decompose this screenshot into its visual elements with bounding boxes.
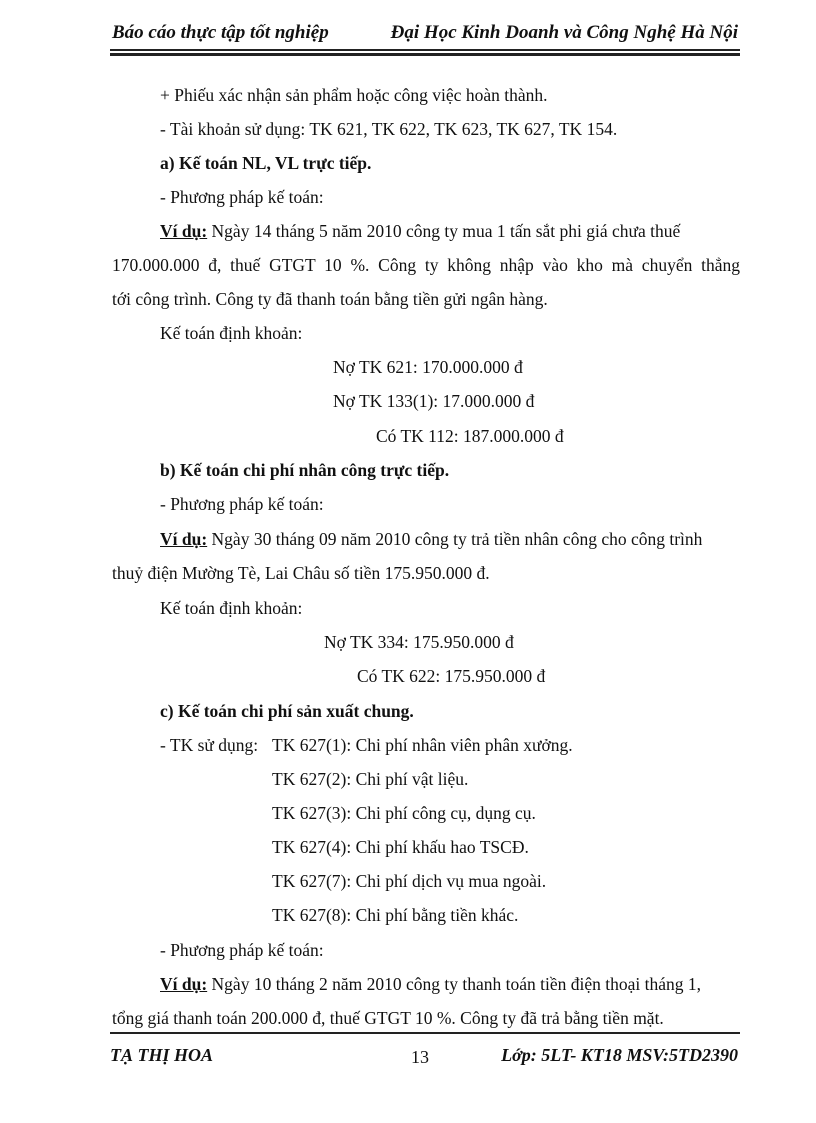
tk-code: TK 627(2): bbox=[272, 769, 352, 789]
method-label-a: - Phương pháp kế toán: bbox=[160, 187, 324, 207]
line-confirmation-slip: + Phiếu xác nhận sản phẩm hoặc công việc hoàn thành. bbox=[160, 85, 548, 105]
example-1-line-2: 170.000.000 đ, thuế GTGT 10 %. Công ty không nhập vào kho mà chuyển thẳng bbox=[112, 255, 740, 275]
tk-desc: Chi phí nhân viên phân xưởng. bbox=[355, 735, 573, 755]
header-university: Đại Học Kinh Doanh và Công Nghệ Hà Nội bbox=[390, 22, 738, 43]
example-2-first-line bbox=[160, 527, 702, 551]
example-3-text: Ngày 10 tháng 2 năm 2010 công ty thanh toán tiền điện thoại tháng 1, bbox=[211, 974, 701, 994]
tk-code: TK 627(3): bbox=[272, 803, 352, 823]
header-report-title: Báo cáo thực tập tốt nghiệp bbox=[112, 22, 329, 43]
tk-code: TK 627(1): bbox=[272, 735, 352, 755]
example-1-text: Ngày 14 tháng 5 năm 2010 công ty mua 1 tấn sắt phi giá chưa thuế bbox=[211, 221, 681, 241]
entry-2-debit-334: Nợ TK 334: 175.950.000 đ bbox=[324, 632, 514, 652]
entry-1-debit-621: Nợ TK 621: 170.000.000 đ bbox=[333, 357, 523, 377]
tk-row bbox=[272, 835, 529, 859]
tk-desc: Chi phí bằng tiền khác. bbox=[355, 905, 519, 925]
tk-desc: Chi phí công cụ, dụng cụ. bbox=[355, 803, 536, 823]
example-2-text: Ngày 30 tháng 09 năm 2010 công ty trả tiền nhân công cho công trình bbox=[211, 529, 703, 549]
tk-row bbox=[272, 801, 536, 825]
footer-author: TẠ THỊ HOA bbox=[110, 1045, 214, 1065]
tk-code: TK 627(7): bbox=[272, 871, 352, 891]
example-3-first-line bbox=[160, 972, 701, 996]
method-label-c: - Phương pháp kế toán: bbox=[160, 940, 324, 960]
method-label-b: - Phương pháp kế toán: bbox=[160, 494, 324, 514]
header-rule-thin bbox=[110, 49, 740, 51]
line-accounts-used: - Tài khoản sử dụng: TK 621, TK 622, TK 623, TK 627, TK 154. bbox=[160, 119, 618, 139]
entry-2-credit-622: Có TK 622: 175.950.000 đ bbox=[357, 666, 546, 686]
tk-desc: Chi phí vật liệu. bbox=[355, 769, 469, 789]
tk-desc: Chi phí khấu hao TSCĐ. bbox=[355, 837, 529, 857]
example-label: Ví dụ: bbox=[160, 221, 208, 241]
heading-a: a) Kế toán NL, VL trực tiếp. bbox=[160, 153, 372, 173]
entry-label-2: Kế toán định khoản: bbox=[160, 598, 303, 618]
footer-rule bbox=[110, 1032, 740, 1034]
tk-row bbox=[272, 869, 546, 893]
tk-desc: Chi phí dịch vụ mua ngoài. bbox=[355, 871, 547, 891]
example-1-first-line bbox=[160, 219, 680, 243]
heading-c: c) Kế toán chi phí sản xuất chung. bbox=[160, 701, 414, 721]
example-2-line-2: thuỷ điện Mường Tè, Lai Châu số tiền 175.950.000 đ. bbox=[112, 563, 490, 583]
example-label: Ví dụ: bbox=[160, 974, 208, 994]
tk-code: TK 627(4): bbox=[272, 837, 352, 857]
example-label: Ví dụ: bbox=[160, 529, 208, 549]
tk-code: TK 627(8): bbox=[272, 905, 352, 925]
footer-class-info: Lớp: 5LT- KT18 MSV:5TD2390 bbox=[501, 1045, 738, 1065]
tk-row bbox=[272, 767, 468, 791]
example-3-line-2: tổng giá thanh toán 200.000 đ, thuế GTGT 10 %. Công ty đã trả bằng tiền mặt. bbox=[112, 1008, 664, 1028]
entry-label-1: Kế toán định khoản: bbox=[160, 323, 303, 343]
entry-1-credit-112: Có TK 112: 187.000.000 đ bbox=[376, 426, 564, 446]
tk-used-label: - TK sử dụng: bbox=[160, 735, 259, 755]
heading-b: b) Kế toán chi phí nhân công trực tiếp. bbox=[160, 460, 450, 480]
page-number: 13 bbox=[411, 1047, 429, 1067]
tk-row bbox=[272, 903, 518, 927]
entry-1-debit-133: Nợ TK 133(1): 17.000.000 đ bbox=[333, 391, 535, 411]
header-rule-thick bbox=[110, 53, 740, 56]
tk-row bbox=[272, 733, 573, 757]
example-1-line-3: tới công trình. Công ty đã thanh toán bằng tiền gửi ngân hàng. bbox=[112, 289, 548, 309]
